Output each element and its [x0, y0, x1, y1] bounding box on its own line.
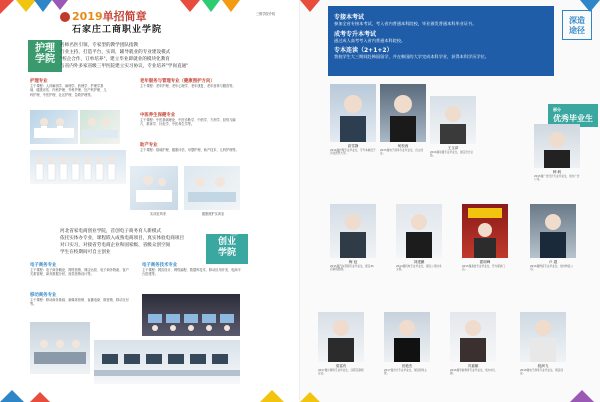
alumni-name: 韩 帆 [552, 170, 562, 174]
intro-line: 与省内外多家省级三甲医院建立实习协议，专业培养"学岗直通" [60, 64, 189, 69]
nursing-badge: 护理 学院 [28, 40, 62, 72]
alumni-desc: 2015届电子商务专业毕业生，自主创业。 [380, 149, 423, 156]
title-suffix: 单招简章 [102, 10, 147, 23]
upgrade-side-label: 深造 途径 [562, 10, 592, 40]
upgrade-title: 成考专升本考试 [334, 30, 377, 38]
intro-line: 行业主持，打造平台，实训，辅导就业的专业建设模式 [60, 50, 171, 55]
upgrade-title: 专接本考试 [334, 14, 365, 21]
alumni-desc: 2015届汽车营销专业毕业生，现任4S店销售经理。 [330, 265, 374, 272]
alumni-card [380, 84, 426, 156]
alumni-desc: 2017届会计专业毕业生，现任财务主管。 [384, 369, 427, 376]
section-text: 主干课程：电子商务概论、网络营销、网店运营、电子商务物流、客户关系管理、商务数据分析、视觉营销设计等。 [30, 268, 129, 277]
alumni-card [530, 204, 576, 272]
alumni-desc: 2018届电子商务专业毕业生，网店创业。 [520, 369, 563, 376]
section-text: 主干课程：中医基础理论、中医诊断学、中药学、方剂学、经络与腧穴、推拿学、针灸学、中医养生学等。 [140, 118, 236, 127]
alumni-card [330, 84, 376, 156]
photo-caption: 健康照护实训室 [201, 212, 225, 216]
alumni-photo [330, 204, 376, 258]
right-page [256, 0, 600, 402]
upgrade-text: 我校学生大三期间赴韩国留学，并在韩国的大学完成本科学业，获得本科学历学位。 [334, 54, 489, 59]
alumni-desc: 2014届机电专业毕业生，现任公司技术主管。 [396, 265, 442, 272]
alumni-name: 何松西 [397, 144, 409, 148]
nursing-photo [184, 166, 240, 210]
ecommerce-photo [30, 322, 90, 374]
alumni-badge-top: 部分 [553, 107, 561, 112]
alumni-name: 冯嘉娜 [467, 364, 479, 368]
alumni-badge-text: 优秀毕业生 [553, 113, 593, 123]
alumni-desc: 2016届动漫专业毕业生，现任设计总监。 [430, 151, 473, 158]
alumni-photo [384, 312, 430, 362]
alumni-photo [450, 312, 496, 362]
deco-triangle [30, 392, 50, 402]
deco-triangle [300, 0, 320, 12]
ecommerce-photo [142, 294, 240, 336]
school-name: 石家庄工商职业学院 [72, 25, 163, 35]
alumni-desc: 2015届广告设计专业毕业生，创办广告公司。 [534, 175, 580, 182]
section-text: 主干课程：基础护理、健康评估、母婴护理、助产技术、儿科护理等。 [140, 148, 239, 152]
alumni-name: 田艳杰 [401, 364, 413, 368]
alumni-card [396, 204, 442, 272]
alumni-desc: 2015届美食专业毕业生，开办餐饮门店。 [462, 265, 505, 272]
section-title: 移动商务专业 [30, 293, 57, 298]
deco-triangle [0, 0, 14, 14]
section-title: 护理专业 [30, 79, 48, 84]
alumni-name: 梁雷有 [335, 364, 347, 368]
upgrade-title: 专本连读（2+1+2） [334, 47, 393, 54]
alumni-card [534, 124, 580, 182]
page-label: 三维学院介绍 [256, 12, 276, 16]
alumni-name: 卢 超 [548, 260, 558, 264]
alumni-photo [318, 312, 364, 362]
alumni-photo [330, 84, 376, 142]
alumni-photo [462, 204, 508, 258]
section-title: 老年服务与管理专业（健康照护方向） [140, 79, 215, 84]
alumni-photo [520, 312, 566, 362]
alumni-name: 高雪静 [347, 144, 359, 148]
deco-triangle [570, 390, 594, 402]
title-year: 2019 [72, 10, 103, 23]
alumni-name: 霍树峰 [479, 260, 491, 264]
ecommerce-badge: 创业 学院 [206, 234, 248, 264]
alumni-card [520, 312, 566, 376]
alumni-desc: 2016届护理专业毕业生，专升本就读于河北医科大学。 [330, 149, 376, 156]
alumni-card [318, 312, 364, 376]
deco-triangle [180, 0, 200, 12]
alumni-card [384, 312, 430, 376]
nursing-photo [130, 166, 178, 210]
intro-line: "校企合作，订单培养"，建立毕业即就业的模块化教育 [60, 57, 170, 62]
section-title: 电子商务技术专业 [142, 263, 178, 268]
intro-line: 河北省家电商创业学院，首创电子商务育人新模式 [60, 229, 162, 234]
alumni-card [330, 204, 376, 272]
section-title: 助产专业 [140, 143, 158, 148]
deco-triangle [222, 0, 240, 12]
alumni-name: 梅 冠 [348, 260, 358, 264]
upgrade-text: 通过成人高考考入省内普通本科院校。 [334, 37, 406, 43]
deco-triangle [52, 0, 68, 10]
section-text: 主干课程：移动商务基础、新媒体营销、直播电商、微营销、移动支付等。 [30, 298, 129, 307]
school-logo-icon [60, 12, 70, 22]
upgrade-text: 参加全省专接本考试，考入省内普通本科院校，毕业颁发普通本科毕业证书。 [334, 21, 477, 26]
ecommerce-intro [60, 228, 210, 256]
photo-caption: 实训室风采 [150, 212, 166, 216]
deco-triangle [300, 392, 320, 402]
nursing-photo [80, 110, 120, 144]
section-text: 主干课程：老年护理、老年心理学、老年康复、老年营养与膳食等。 [140, 84, 236, 88]
alumni-name: 段润飞 [537, 364, 549, 368]
alumni-card [462, 204, 508, 272]
nursing-intro [60, 42, 230, 70]
alumni-card [450, 312, 496, 376]
alumni-photo [530, 204, 576, 258]
intro-line: 学生在校期间可自主创业 [60, 250, 111, 255]
intro-line: 名师名医引领，专家型的教学团队指教 [60, 43, 139, 48]
deco-triangle [260, 390, 284, 402]
deco-triangle [0, 390, 24, 402]
alumni-desc: 2017届计算机专业毕业生，任职互联网企业。 [318, 369, 364, 376]
alumni-name: 刘建鹏 [413, 260, 425, 264]
alumni-desc: 2016届学前教育专业毕业生，创办幼儿园。 [450, 369, 496, 376]
ecommerce-badge-sub: （电商） [228, 232, 241, 236]
alumni-photo [380, 84, 426, 142]
alumni-photo [430, 96, 476, 144]
deco-triangle [34, 0, 52, 12]
section-title: 电子商务专业 [30, 263, 57, 268]
section-title: 中医养生保健专业 [140, 113, 176, 118]
alumni-photo [396, 204, 442, 258]
section-text: 主干课程：网页设计、网络编程、数据库技术、移动应用开发、电商平台搭建等。 [142, 268, 241, 277]
upgrade-box [328, 6, 554, 76]
deco-triangle [16, 0, 36, 12]
intro-line: 依托实体办专业，课程嵌入成熟电商项目，真实体验电商项目 [60, 236, 185, 241]
alumni-card [430, 96, 476, 158]
nursing-photo [30, 110, 78, 144]
ecommerce-photo [94, 340, 240, 384]
nursing-photo [30, 150, 126, 184]
intro-line: 对口实习，对接省劳电商企业和国家级、省级众创空间 [60, 243, 171, 248]
alumni-photo [534, 124, 580, 168]
alumni-name: 王玉泽 [447, 146, 459, 150]
alumni-desc: 2016届物流专业毕业生，创办物流公司。 [530, 265, 573, 272]
deco-triangle [202, 0, 220, 12]
section-text: 主干课程：人体解剖学、病理学、药理学、护理学基础、健康评估、内科护理、外科护理、妇产科护理、儿科护理、中医护理、社区护理、急救护理等。 [30, 84, 107, 97]
